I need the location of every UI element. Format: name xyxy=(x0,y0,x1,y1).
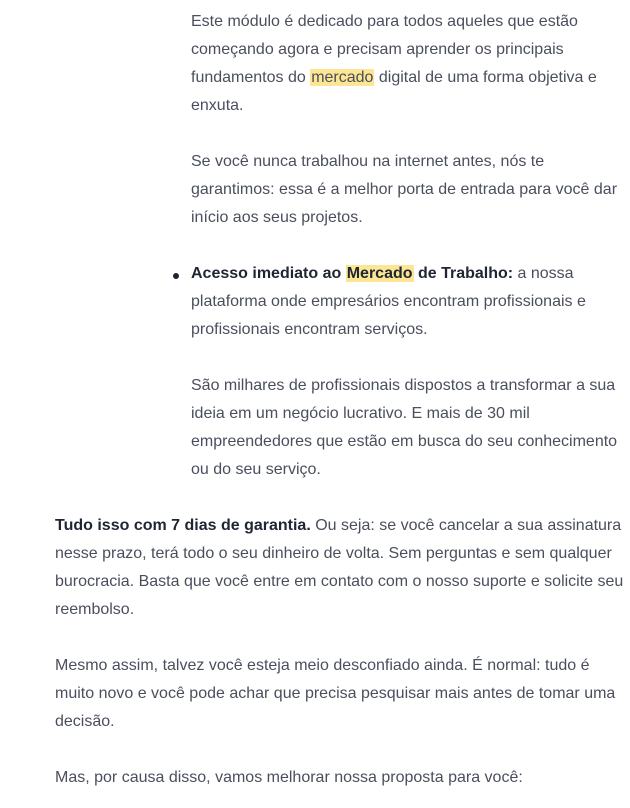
module-description-text-start: Este módulo é dedicado para todos aqueles que estão começando agora e precisam aprender os principais fundamentos do xyxy=(191,13,578,86)
guarantee-paragraph xyxy=(55,512,625,624)
bullet-title-end: de Trabalho: xyxy=(413,265,514,282)
bullet-title-start: Acesso imediato ao xyxy=(191,265,346,282)
highlight-mercado-bullet: Mercado xyxy=(346,265,413,282)
bullet-item-detail-paragraph: São milhares de profissionais dispostos a transformar a sua ideia em um negócio lucrativo. E mais de 30 mil empreendedores que estão em busca do seu conhecimento ou do seu serviço. xyxy=(191,377,618,478)
module-description-paragraph xyxy=(191,8,623,120)
entry-door-paragraph: Se você nunca trabalhou na internet antes, nós te garantimos: essa é a melhor porta de entrada para você dar início aos seus projetos. xyxy=(191,153,618,226)
bullet-item-text: a nossa plataforma onde empresários encontram profissionais e profissionais encontram serviços. xyxy=(191,265,586,338)
bullet-item-title xyxy=(191,265,513,282)
module-description-text-end: digital de uma forma objetiva e enxuta. xyxy=(191,69,597,114)
hesitation-paragraph: Mesmo assim, talvez você esteja meio desconfiado ainda. É normal: tudo é muito novo e você pode achar que precisa pesquisar mais antes de tomar uma decisão. xyxy=(55,657,616,730)
guarantee-text: Ou seja: se você cancelar a sua assinatura nesse prazo, terá todo o seu dinheiro de volta. Sem perguntas e sem qualquer burocracia. Basta que você entre em contato com o nosso suporte e solicite seu reembolso. xyxy=(55,517,624,618)
guarantee-title: Tudo isso com 7 dias de garantia. xyxy=(55,517,311,534)
highlight-mercado: mercado xyxy=(311,69,374,86)
bullet-item-mercado-de-trabalho xyxy=(191,260,623,344)
bullet-point-icon xyxy=(173,273,179,279)
improved-offer-paragraph: Mas, por causa disso, vamos melhorar nossa proposta para você: xyxy=(55,769,523,786)
